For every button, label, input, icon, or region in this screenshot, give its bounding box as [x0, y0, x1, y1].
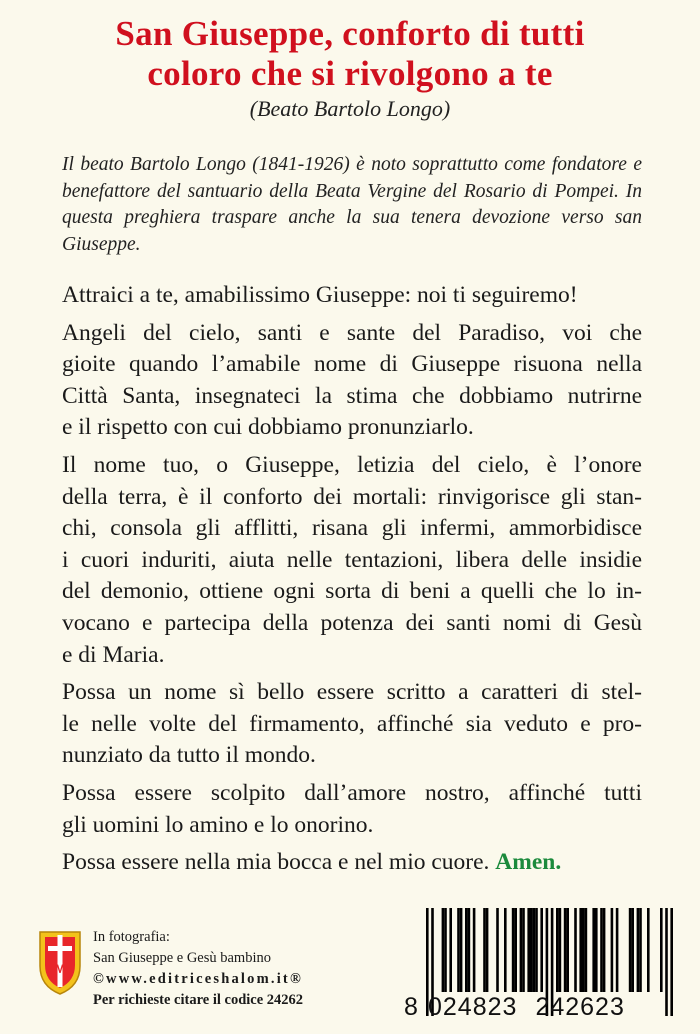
barcode-bar	[574, 908, 577, 992]
prayer-line: Possa un nome sì bello essere scritto a caratteri di stel-	[62, 679, 642, 706]
barcode-bar	[600, 908, 603, 992]
prayer-line: le nelle volte del firmamento, affinché sia veduto e pro-	[62, 710, 642, 737]
barcode-bar	[603, 908, 606, 992]
prayer-line: chi, consola gli afflitti, risana gli infermi, ammorbidisce	[62, 515, 642, 542]
prayer-line: gli uomini lo amino e lo onorino.	[62, 811, 374, 838]
barcode-bar	[522, 908, 525, 992]
author-attribution: (Beato Bartolo Longo)	[249, 96, 451, 121]
prayer-line: Angeli del cielo, santi e sante del Paradiso, voi che	[62, 319, 642, 346]
barcode-bar	[629, 908, 632, 992]
prayer-line: Il nome tuo, o Giuseppe, letizia del cielo, è l’onore	[62, 451, 642, 478]
barcode-bar	[530, 908, 533, 992]
prayer-paragraph-6	[62, 847, 642, 879]
prayer-line: Attraici a te, amabilissimo Giuseppe: noi ti seguiremo!	[62, 282, 578, 308]
barcode-bar	[457, 908, 460, 992]
barcode-bar	[556, 908, 559, 992]
barcode-bar	[473, 908, 476, 992]
barcode-bar	[535, 908, 538, 992]
barcode-bar	[585, 908, 588, 992]
barcode-bar	[444, 908, 447, 992]
barcode-bar	[449, 908, 452, 992]
amen-word: Amen.	[495, 849, 562, 876]
barcode-bar	[637, 908, 640, 992]
prayer-line: Città Santa, insegnateci la stima che dobbiamo nutrirne	[62, 382, 642, 409]
barcode-first-digit: 8	[404, 993, 419, 1021]
barcode-bar	[660, 908, 663, 992]
title-line-2: coloro che si rivolgono a te	[147, 54, 553, 93]
prayer-paragraph-1	[62, 280, 642, 312]
order-code-note: Per richieste citare il codice 24262	[93, 992, 304, 1008]
prayer-line: della terra, è il conforto dei mortali: rinvigorisce gli stan-	[62, 483, 642, 510]
footer-credits	[93, 927, 393, 1011]
prayer-paragraph-5	[62, 778, 642, 841]
barcode-bar	[611, 908, 614, 992]
barcode-bar	[514, 908, 517, 992]
barcode-bar	[527, 908, 530, 992]
barcode-bar	[540, 908, 543, 992]
barcode-bar	[512, 908, 515, 992]
prayer-line: e il rispetto con cui dobbiamo pronunziarlo.	[62, 414, 474, 441]
barcode-bar	[496, 908, 499, 992]
prayer-line: vocano e partecipa della potenza dei santi nomi di Gesù	[62, 609, 642, 636]
prayer-line: del demonio, ottiene ogni sorta di beni a quelli che lo in-	[62, 578, 642, 605]
barcode-bar	[483, 908, 486, 992]
page-title	[30, 14, 670, 94]
barcode-bar	[647, 908, 650, 992]
barcode-bar	[595, 908, 598, 992]
barcode-bar	[504, 908, 507, 992]
prayer-paragraph-2	[62, 318, 642, 444]
prayer-text	[62, 280, 642, 885]
prayer-line: nunziato da tutto il mondo.	[62, 742, 316, 769]
barcode-bar	[559, 908, 562, 992]
barcode-bar	[520, 908, 523, 992]
intro-paragraph: Il beato Bartolo Longo (1841-1926) è noto soprattutto come fondatore e benefattore del santuario della Beata Vergine del Rosario di Pompei. In questa preghiera traspare anche la sua tenera devozione verso san Giuseppe.	[62, 154, 642, 255]
barcode-bar	[566, 908, 569, 992]
barcode-bar	[592, 908, 595, 992]
svg-text:M: M	[55, 962, 65, 976]
prayer-paragraph-3	[62, 450, 642, 671]
prayer-line: i cuori induriti, aiuta nelle tentazioni, libera delle insidie	[62, 546, 642, 573]
prayer-paragraph-4	[62, 677, 642, 772]
barcode-bar	[442, 908, 445, 992]
prayer-line: Possa essere scolpito dall’amore nostro, affinché tutti	[62, 779, 642, 806]
barcode-bar	[486, 908, 489, 992]
barcode-bar	[579, 908, 582, 992]
shalom-logo-icon	[36, 926, 84, 996]
barcode-number	[404, 993, 674, 1022]
website-credit: ©www.editriceshalom.it®	[93, 971, 303, 987]
barcode-bar	[631, 908, 634, 992]
barcode-left-group: 024823	[428, 993, 518, 1021]
barcode-bar	[616, 908, 619, 992]
barcode-bar	[639, 908, 642, 992]
barcode-bar	[465, 908, 468, 992]
barcode-bar	[582, 908, 585, 992]
title-line-1: San Giuseppe, conforto di tutti	[115, 14, 585, 53]
barcode-bar	[533, 908, 536, 992]
prayer-line: gioite quando l’amabile nome di Giuseppe risuona nella	[62, 351, 642, 378]
photo-caption: San Giuseppe e Gesù bambino	[93, 950, 271, 966]
barcode-bar	[468, 908, 471, 992]
closing-line: Possa essere nella mia bocca e nel mio cuore.	[62, 849, 490, 876]
prayer-line: e di Maria.	[62, 641, 165, 668]
prayer-line	[62, 847, 642, 879]
barcode-right-group: 242623	[535, 993, 625, 1021]
barcode-bar	[460, 908, 463, 992]
photo-label: In fotografia:	[93, 929, 170, 945]
barcode-bar	[564, 908, 567, 992]
